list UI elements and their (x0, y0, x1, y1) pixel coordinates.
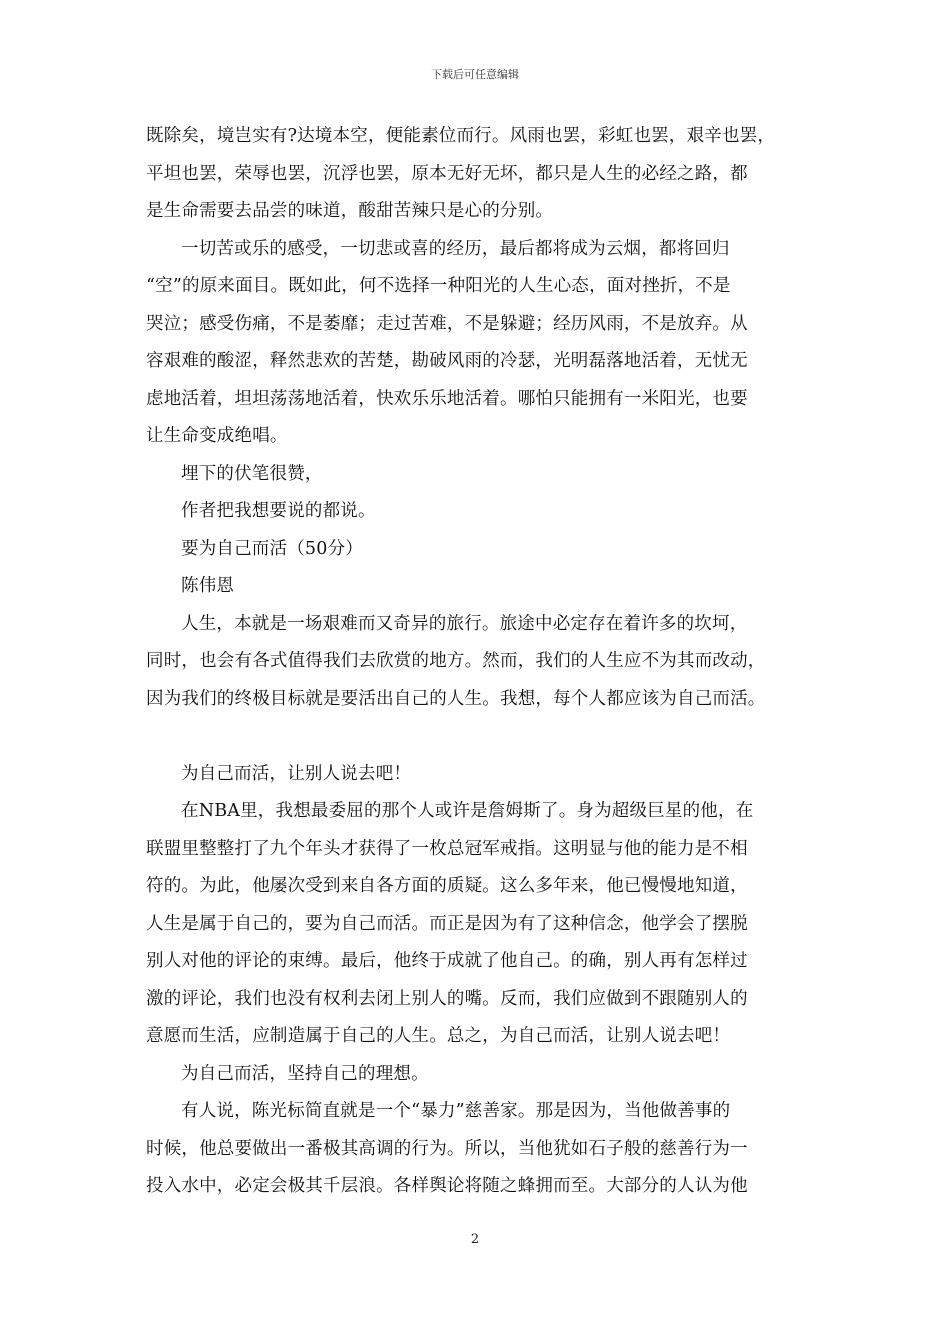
text-line: 激的评论，我们也没有权利去闭上别人的嘴。反而，我们应做到不跟随别人的 (146, 988, 748, 1009)
text-line: 哭泣；感受伤痛，不是萎靡；走过苦难，不是躲避；经历风雨，不是放弃。从 (146, 313, 748, 334)
comment-line: 埋下的伏笔很赞， (181, 463, 323, 484)
paragraph-start: 有人说，陈光标简直就是一个“暴力”慈善家。那是因为，当他做善事的 (181, 1101, 731, 1121)
section-heading: 为自己而活，让别人说去吧！ (181, 763, 412, 784)
essay-title: 要为自己而活（50分） (181, 538, 363, 559)
text-line: 同时，也会有各式值得我们去欣赏的地方。然而，我们的人生应不为其而改动， (146, 651, 766, 671)
text-line: 是生命需要去品尝的味道，酸甜苦辣只是心的分别。 (146, 201, 554, 221)
section-heading: 为自己而活，坚持自己的理想。 (181, 1063, 429, 1084)
text-line: 人生是属于自己的，要为自己而活。而正是因为有了这种信念，他学会了摆脱 (146, 913, 748, 934)
text-line: 因为我们的终极目标就是要活出自己的人生。我想，每个人都应该为自己而活。 (146, 688, 766, 709)
page-number: 2 (470, 1232, 480, 1247)
paragraph-start: 一切苦或乐的感受，一切悲或喜的经历，最后都将成为云烟，都将回归 (181, 238, 730, 259)
text-line: 别人对他的评论的束缚。最后，他终于成就了他自己。的确，别人再有怎样过 (146, 951, 748, 971)
text-line: 意愿而生活，应制造属于自己的人生。总之，为自己而活，让别人说去吧！ (146, 1026, 731, 1046)
document-body (146, 118, 826, 1206)
blank-line (146, 718, 826, 756)
paragraph-start: 人生，本就是一场艰难而又奇异的旅行。旅途中必定存在着许多的坎坷， (181, 613, 748, 634)
text-line: 让生命变成绝唱。 (146, 426, 288, 446)
comment-line: 作者把我想要说的都说。 (181, 501, 376, 521)
text-line: 时候，他总要做出一番极其高调的行为。所以，当他犹如石子般的慈善行为一 (146, 1138, 748, 1159)
text-line: 平坦也罢，荣辱也罢，沉浮也罢，原本无好无坏，都只是人生的必经之路，都 (146, 163, 748, 184)
text-line: 容艰难的酸涩，释然悲欢的苦楚，勘破风雨的冷瑟，光明磊落地活着，无忧无 (146, 351, 748, 371)
text-line: 投入水中，必定会极其千层浪。各样舆论将随之蜂拥而至。大部分的人认为他 (146, 1176, 748, 1196)
essay-author: 陈伟恩 (181, 576, 235, 596)
text-line: “空”的原来面目。既如此，何不选择一种阳光的人生心态，面对挫折，不是 (146, 276, 731, 296)
text-line: 联盟里整整打了九个年头才获得了一枚总冠军戒指。这明显与他的能力是不相 (146, 838, 748, 859)
page-header: 下载后可任意编辑 (431, 68, 519, 81)
text-line: 既除矣，境岂实有?达境本空，便能素位而行。风雨也罢，彩虹也罢，艰辛也罢， (146, 126, 776, 146)
text-line: 符的。为此，他屡次受到来自各方面的质疑。这么多年来，他已慢慢地知道， (146, 876, 748, 896)
paragraph-start: 在NBA里，我想最委屈的那个人或许是詹姆斯了。身为超级巨星的他，在 (181, 801, 754, 821)
text-line: 虑地活着，坦坦荡荡地活着，快欢乐乐地活着。哪怕只能拥有一米阳光，也要 (146, 388, 748, 409)
